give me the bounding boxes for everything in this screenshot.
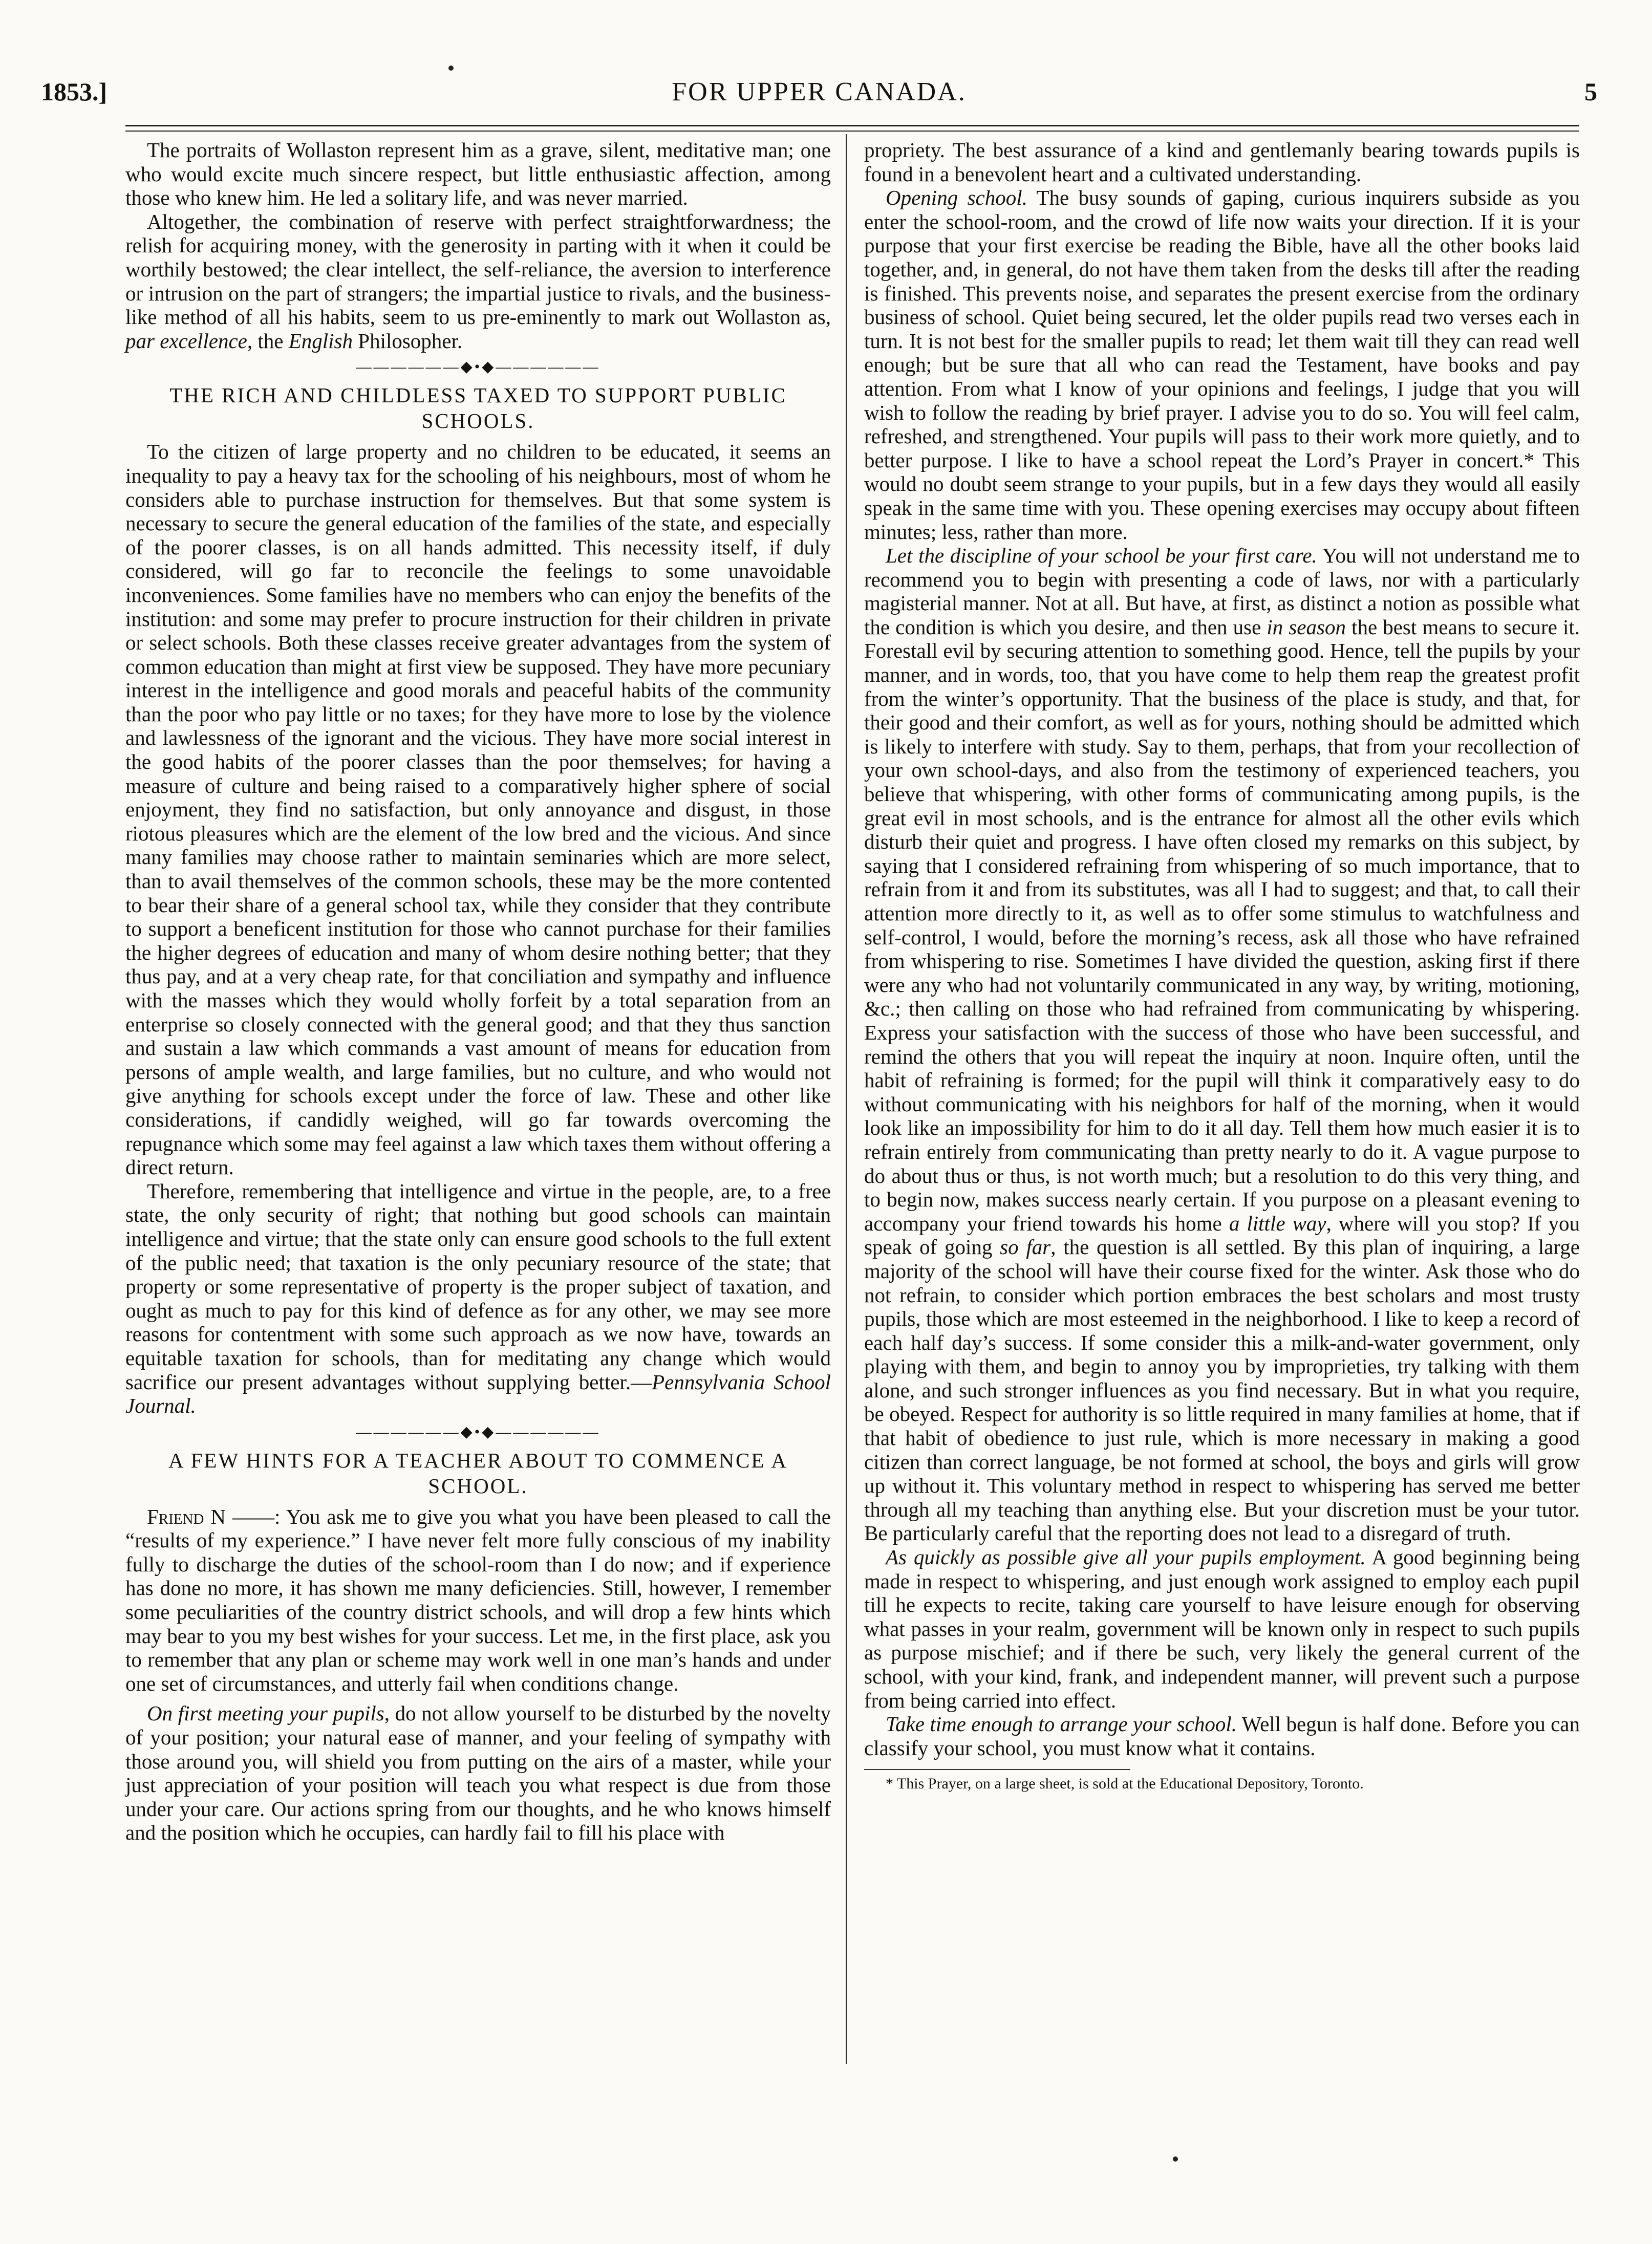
paragraph: To the citizen of large property and no children to be educated, it seems an inequality to pay a heavy tax for the schooling of his neighbours, most of whom he considers able to purchase instruction for themselves. But that some system is necessary to secure the general education of the families of the state, and especially of the poorer classes, is on all hands admitted. This necessity itself, if duly considered, will go far to reconcile the feelings to some unavoidable inconveniences. Some families have no members who can enjoy the benefits of the institution: and some may prefer to procure instruction for their children in private or select schools. Both these classes receive greater advantages from the system of common education than might at first view be supposed. They have more pecuniary interest in the intelligence and good morals and peaceful habits of the community than the poor who pay little or no taxes; for they have more to lose by the violence and lawlessness of the ignorant and the vicious. They have more social interest in the good habits of the poorer classes than the poor themselves; for having a measure of culture and being raised to a comparatively higher sphere of social enjoyment, they find no satisfaction, but only annoyance and disgust, in those riotous pleasures which are the element of the low bred and the vicious. And since many families may choose rather to maintain seminaries which are more select, than to avail themselves of the common schools, these may be the more contented to bear their share of a general school tax, while they consider that they contribute to support a beneficent institution for those who cannot purchase for their families the higher degrees of education and many of whom desire nothing better; that they thus pay, and at a very cheap rate, for that conciliation and sympathy and influence with the masses which they would wholly forfeit by a total separation from an enterprise so closely connected with the general good; and that they thus sanction and sustain a law which commands a vast amount of means for education from persons of ample wealth, and large families, but no culture, and who would not give anything for schools except under the force of law. These and other like considerations, if candidly weighed, will go far towards overcoming the repugnance which some may feel against a law which taxes them without offering a direct return.: [125, 440, 831, 1179]
right-column: [864, 138, 1580, 1794]
footnote-rule: [864, 1769, 1130, 1770]
page-number: 5: [1584, 77, 1597, 106]
paragraph: Therefore, remembering that intelligence and virtue in the people, are, to a free state, the only security of right; that nothing but good schools can maintain intelligence and virtue; that the state only can ensure good schools to the full extent of the public need; that taxation is the only pecuniary resource of the state; that property or some representative of property is the proper subject of taxation, and ought as much to pay for this kind of defence as for any other, we may see more reasons for contentment with some such approach as we now have, towards an equitable taxation for schools, than for meditating any change which would sacrifice our present advantages without supplying better.—Pennsylvania School Journal.: [125, 1179, 831, 1418]
left-column: [125, 138, 831, 1845]
print-speck: [1173, 2156, 1178, 2162]
footnote: * This Prayer, on a large sheet, is sold at the Educational Depository, Toronto.: [886, 1775, 1364, 1793]
header-title: FOR UPPER CANADA.: [672, 77, 967, 106]
paragraph: Altogether, the combination of reserve with perfect straightforwardness; the relish for acquiring money, with the generosity in parting with it when it could be worthily bestowed; the clear intellect, the self-reliance, the aversion to interference or intrusion on the part of strangers; the impartial justice to rivals, and the business-like method of all his habits, seem to us pre-eminently to mark out Wollaston as, par excellence, the English Philosopher.: [125, 209, 831, 353]
paragraph: Let the discipline of your school be your first care. You will not understand me to recommend you to begin with presenting a code of laws, nor with a particularly magisterial manner. Not at all. But have, at first, as distinct a notion as possible what the condition is which you desire, and then use in season the best means to secure it. Forestall evil by securing attention to something good. Hence, tell the pupils by your manner, and in words, too, that you have come to help them reap the greatest profit from the winter’s opportunity. That the business of the place is study, and that, for their good and their comfort, as well as for yours, nothing should be admitted which is likely to interfere with study. Say to them, perhaps, that from your recollection of your own school-days, and also from the testimony of experienced teachers, you believe that whispering, with other forms of communicating among pupils, is the great evil in most schools, and is the entrance for almost all the other evils which disturb their quiet and progress. I have often closed my remarks on this subject, by saying that I considered refraining from whispering of so much importance, that to refrain from it and from its substitutes, was all I had to suggest; and that, to call their attention more directly to it, as well as to offer some stimulus to watchfulness and self-control, I would, before the morning’s recess, ask all those who have refrained from whispering to rise. Sometimes I have divided the question, asking first if there were any who had not voluntarily communicated in any way, by writing, motioning, &c.; then calling on those who had refrained from communicating by whispering. Express your satisfaction with the success of those who have been successful, and remind the others that you will repeat the inquiry at noon. Inquire often, until the habit of refraining is formed; for the pupil will think it comparatively easy to do without communicating with his neighbors for half of the morning, when it would look like an impossibility for him to do it all day. Tell them how much easier it is to refrain entirely from communicating than pretty nearly to do it. A vague purpose to do about thus or thus, is not worth much; but a resolution to do this very thing, and to begin now, makes success nearly certain. If you purpose on a pleasant evening to accompany your friend towards his home a little way, where will you stop? If you speak of going so far, the question is all settled. By this plan of inquiring, a large majority of the school will have their course fixed for the winter. Ask those who do not refrain, to consider which portion embraces the best scholars and most trusty pupils, those which are most esteemed in the neighborhood. I like to keep a record of each half day’s success. If some consider this a milk-and-water government, only playing with them, and begin to annoy you by improprieties, try talking with them alone, and such stronger influences as you find necessary. But in what you require, be obeyed. Respect for authority is so little required in many families at home, that if that habit of obedience to just rule, which is more necessary in making a good citizen than correct language, be not formed at school, the boys and girls will grow up without it. This voluntary method in respect to whispering has served me better through all my teaching than anything else. But your discretion must be your tutor. Be particularly careful that the reporting does not lead to a disregard of truth.: [864, 544, 1580, 1545]
header-year: 1853.]: [41, 77, 108, 106]
paragraph: On first meeting your pupils, do not allow yourself to be disturbed by the novelty of your position; your natural ease of manner, and your feeling of sympathy with those around you, will shield you from putting on the airs of a master, while your just appreciation of your position will teach you what respect is due from those under your care. Our actions spring from our thoughts, and he who knows himself and the position which he occupies, can hardly fail to fill his place with: [125, 1701, 831, 1845]
paragraph: Opening school. The busy sounds of gaping, curious inquirers subside as you enter the school-room, and the crowd of life now waits your direction. If it is your purpose that your first exercise be reading the Bible, have all the other books laid together, and, in general, do not have them taken from the desks till after the reading is finished. This prevents noise, and separates the present exercise from the ordinary business of school. Quiet being secured, let the older pupils read two verses each in turn. It is not best for the smaller pupils to read; let them wait till they can read well enough; but be sure that all who can read the Testament, have books and pay attention. From what I know of your opinions and feelings, I judge that you will wish to follow the reading by brief prayer. I advise you to do so. You will feel calm, refreshed, and strengthened. Your pupils will pass to their work more quietly, and to better purpose. I like to have a school repeat the Lord’s Prayer in concert.* This would no doubt seem strange to your pupils, but in a few days they would all easily speak in the same time with you. These opening exercises may occupy about fifteen minutes; less, rather than more.: [864, 186, 1580, 544]
column-divider: [846, 134, 847, 2064]
page-header: [41, 77, 1597, 128]
header-rule: [125, 125, 1579, 126]
section-ornament: ——————◆•◆——————: [356, 358, 600, 376]
header-rule-thin: [125, 131, 1579, 132]
paragraph: propriety. The best assurance of a kind and gentlemanly bearing towards pupils is found in a benevolent heart and a cultivated understanding.: [864, 138, 1580, 186]
paragraph: Take time enough to arrange your school. Well begun is half done. Before you can classify your school, you must know what it contains.: [864, 1712, 1580, 1760]
paragraph: Friend N ——: You ask me to give you what you have been pleased to call the “results of my experience.” I have never felt more fully conscious of my inability fully to discharge the duties of the school-room than I do now; and if experience has done no more, it has shown me many deficiencies. Still, however, I remember some peculiarities of the country district schools, and will drop a few hints which may bear to you my best wishes for your success. Let me, in the first place, ask you to remember that any plan or scheme may work well in one man’s hands and under one set of circumstances, and utterly fail when conditions change.: [125, 1504, 831, 1695]
article-heading: A FEW HINTS FOR A TEACHER ABOUT TO COMMENCE A SCHOOL.: [168, 1448, 788, 1498]
article-heading: THE RICH AND CHILDLESS TAXED TO SUPPORT PUBLIC SCHOOLS.: [169, 383, 787, 433]
print-speck: [448, 66, 454, 71]
paragraph: The portraits of Wollaston represent him as a grave, silent, meditative man; one who would excite much sincere respect, but little enthusiastic affection, among those who knew him. He led a solitary life, and was never married.: [125, 138, 831, 210]
paragraph: As quickly as possible give all your pupils employment. A good beginning being made in respect to whispering, and just enough work assigned to employ each pupil till he expects to recite, taking care yourself to have leisure enough for observing what passes in your realm, government will be known only in respect to such pupils as purpose mischief; and if there be such, very likely the general current of the school, with your kind, frank, and independent manner, will prevent such a purpose from being carried into effect.: [864, 1545, 1580, 1712]
section-ornament: ——————◆•◆——————: [356, 1423, 600, 1440]
